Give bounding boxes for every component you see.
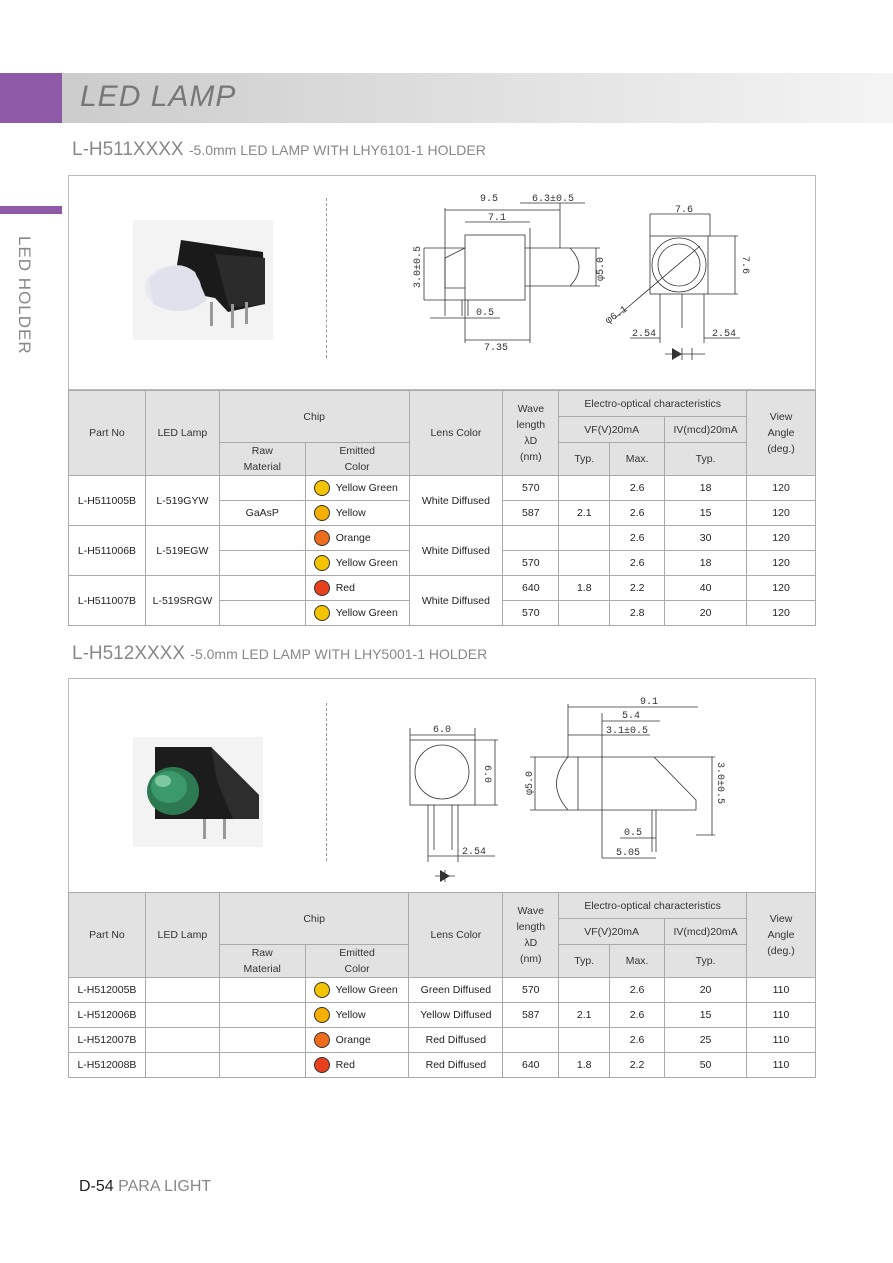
raw-material-cell (219, 601, 305, 626)
wavelength-cell: 570 (503, 978, 559, 1003)
color-swatch-icon (314, 530, 330, 546)
wavelength-cell: 640 (503, 576, 559, 601)
th-iv-typ: Typ. (665, 443, 747, 476)
view-angle-cell: 120 (747, 476, 816, 501)
color-swatch-icon (314, 480, 330, 496)
th-raw-material: Raw Material (219, 945, 305, 978)
header-accent (0, 73, 62, 123)
vf-typ-cell: 1.8 (559, 1053, 610, 1078)
th-iv: IV(mcd)20mA (665, 417, 747, 443)
dim-3-0: 3.0±0.5 (413, 245, 424, 288)
th-view-angle: View Angle (deg.) (747, 893, 816, 978)
th-electro-optical: Electro-optical characteristics (559, 893, 747, 919)
dim-2-54-left: 2.54 (632, 329, 657, 340)
raw-material-cell: GaAsP (219, 501, 305, 526)
th-raw-material: Raw Material (219, 443, 305, 476)
iv-typ-cell: 50 (665, 1053, 747, 1078)
led-lamp-cell: L-519SRGW (145, 576, 219, 626)
table-row (69, 1003, 816, 1028)
part-no-cell: L-H511007B (69, 576, 146, 626)
th-vf-typ: Typ. (559, 443, 610, 476)
iv-typ-cell: 20 (665, 978, 747, 1003)
color-swatch-icon (314, 1007, 330, 1023)
wavelength-cell (503, 526, 559, 551)
side-label: LED HOLDER (15, 236, 34, 355)
led-lamp-cell (145, 1028, 219, 1053)
raw-material-cell (219, 576, 305, 601)
emitted-color-cell (305, 501, 409, 526)
wavelength-cell: 570 (503, 476, 559, 501)
wavelength-cell: 587 (503, 501, 559, 526)
dim-2-54: 2.54 (462, 847, 487, 858)
iv-typ-cell: 18 (665, 476, 747, 501)
iv-typ-cell: 15 (665, 501, 747, 526)
iv-typ-cell: 18 (665, 551, 747, 576)
emitted-color-cell (305, 978, 409, 1003)
page-footer (79, 1178, 211, 1196)
raw-material-cell (219, 978, 305, 1003)
raw-material-cell (219, 1003, 305, 1028)
vf-max-cell: 2.6 (610, 1028, 665, 1053)
wavelength-cell (503, 1028, 559, 1053)
vf-typ-cell (559, 476, 610, 501)
th-iv-typ: Typ. (665, 945, 747, 978)
emitted-color-cell (305, 526, 409, 551)
dim-9-5: 9.5 (480, 194, 499, 205)
th-lens-color: Lens Color (409, 391, 503, 476)
table-row (69, 476, 816, 501)
lens-color-cell: White Diffused (409, 526, 503, 576)
section1-dimension-drawing (410, 188, 770, 368)
led-lamp-cell (145, 978, 219, 1003)
emitted-color-label: Red (335, 1058, 355, 1071)
emitted-color-label: Red (335, 581, 355, 594)
lens-color-cell: Red Diffused (409, 1053, 503, 1078)
raw-material-cell (219, 526, 305, 551)
wavelength-cell: 570 (503, 601, 559, 626)
iv-typ-cell: 30 (665, 526, 747, 551)
vf-typ-cell (559, 601, 610, 626)
raw-material-cell (219, 1028, 305, 1053)
th-electro-optical: Electro-optical characteristics (559, 391, 747, 417)
section1-table-body (69, 476, 816, 626)
section2-subtitle: -5.0mm LED LAMP WITH LHY5001-1 HOLDER (190, 646, 488, 662)
vf-typ-cell (559, 978, 610, 1003)
dim-7-6-height: 7.6 (739, 256, 750, 275)
dim-phi-5-0: φ5.0 (525, 770, 536, 795)
section2-table-body (69, 978, 816, 1078)
emitted-color-cell (305, 1053, 409, 1078)
section1-spec-table (68, 390, 816, 626)
vf-max-cell: 2.8 (610, 601, 665, 626)
section2-dimension-drawing (400, 690, 730, 885)
part-no-cell: L-H511006B (69, 526, 146, 576)
led-lamp-cell (145, 1003, 219, 1028)
iv-typ-cell: 25 (665, 1028, 747, 1053)
th-iv: IV(mcd)20mA (665, 919, 747, 945)
dim-6-0-height: 6.0 (481, 765, 492, 784)
view-angle-cell: 120 (747, 526, 816, 551)
th-led-lamp: LED Lamp (145, 893, 219, 978)
vf-typ-cell (559, 526, 610, 551)
view-angle-cell: 120 (747, 501, 816, 526)
vf-max-cell: 2.6 (610, 526, 665, 551)
part-no-cell: L-H512005B (69, 978, 146, 1003)
part-no-cell: L-H512006B (69, 1003, 146, 1028)
section1-product-photo (133, 220, 273, 340)
iv-typ-cell: 40 (665, 576, 747, 601)
emitted-color-label: Orange (335, 1033, 371, 1046)
dim-6-3: 6.3±0.5 (532, 194, 575, 205)
th-vf-typ: Typ. (559, 945, 610, 978)
vf-max-cell: 2.6 (610, 476, 665, 501)
th-part-no: Part No (69, 391, 146, 476)
vf-typ-cell (559, 551, 610, 576)
color-swatch-icon (314, 1057, 330, 1073)
dim-phi-5-0: φ5.0 (596, 256, 607, 281)
vf-typ-cell: 1.8 (559, 576, 610, 601)
dim-7-35: 7.35 (484, 343, 509, 354)
part-no-cell: L-H511005B (69, 476, 146, 526)
th-vf-max: Max. (610, 443, 665, 476)
emitted-color-cell (305, 1028, 409, 1053)
view-angle-cell: 110 (747, 1053, 816, 1078)
emitted-color-label: Yellow Green (335, 556, 398, 569)
view-angle-cell: 110 (747, 1003, 816, 1028)
vf-typ-cell: 2.1 (559, 501, 610, 526)
dim-0-5: 0.5 (476, 308, 495, 319)
raw-material-cell (219, 551, 305, 576)
th-vf: VF(V)20mA (559, 919, 665, 945)
dim-3-0: 3.0±0.5 (714, 762, 725, 805)
color-swatch-icon (314, 982, 330, 998)
color-swatch-icon (314, 580, 330, 596)
wavelength-cell: 587 (503, 1003, 559, 1028)
vf-max-cell: 2.6 (610, 978, 665, 1003)
th-view-angle: View Angle (deg.) (747, 391, 816, 476)
th-emitted-color: Emitted Color (305, 945, 409, 978)
emitted-color-label: Yellow (335, 1008, 366, 1021)
dim-5-4: 5.4 (622, 711, 641, 722)
view-angle-cell: 120 (747, 576, 816, 601)
color-swatch-icon (314, 1032, 330, 1048)
emitted-color-label: Yellow Green (335, 606, 398, 619)
section1-subtitle: -5.0mm LED LAMP WITH LHY6101-1 HOLDER (188, 142, 486, 158)
vf-max-cell: 2.6 (610, 551, 665, 576)
emitted-color-label: Yellow (335, 506, 366, 519)
section1-part-series: L-H511XXXX (72, 139, 184, 160)
th-chip: Chip (219, 391, 409, 443)
vf-max-cell: 2.6 (610, 1003, 665, 1028)
lens-color-cell: Red Diffused (409, 1028, 503, 1053)
lens-color-cell: Green Diffused (409, 978, 503, 1003)
raw-material-cell (219, 476, 305, 501)
section2-divider (326, 703, 327, 861)
iv-typ-cell: 15 (665, 1003, 747, 1028)
led-lamp-cell (145, 1053, 219, 1078)
view-angle-cell: 110 (747, 978, 816, 1003)
table-row (69, 576, 816, 601)
vf-max-cell: 2.2 (610, 576, 665, 601)
dim-9-1: 9.1 (640, 697, 659, 708)
table-row (69, 1028, 816, 1053)
table-row (69, 1053, 816, 1078)
color-swatch-icon (314, 505, 330, 521)
led-lamp-cell: L-519GYW (145, 476, 219, 526)
side-accent-bar (0, 206, 62, 214)
vf-typ-cell (559, 1028, 610, 1053)
table-row (69, 978, 816, 1003)
dim-7-6-width: 7.6 (675, 205, 694, 216)
th-wavelength: Wave length λD (nm) (503, 391, 559, 476)
lens-color-cell: White Diffused (409, 476, 503, 526)
lens-color-cell: Yellow Diffused (409, 1003, 503, 1028)
emitted-color-label: Yellow Green (335, 983, 398, 996)
section2-title (72, 643, 487, 665)
raw-material-cell (219, 1053, 305, 1078)
lens-color-cell: White Diffused (409, 576, 503, 626)
iv-typ-cell: 20 (665, 601, 747, 626)
dim-6-0-width: 6.0 (433, 725, 452, 736)
emitted-color-label: Orange (335, 531, 371, 544)
emitted-color-cell (305, 601, 409, 626)
color-swatch-icon (314, 555, 330, 571)
dim-2-54-right: 2.54 (712, 329, 737, 340)
color-swatch-icon (314, 605, 330, 621)
vf-max-cell: 2.6 (610, 501, 665, 526)
part-no-cell: L-H512007B (69, 1028, 146, 1053)
section2-product-photo (133, 737, 263, 847)
section1-title (72, 139, 486, 161)
view-angle-cell: 120 (747, 551, 816, 576)
th-vf: VF(V)20mA (559, 417, 665, 443)
dim-3-1: 3.1±0.5 (606, 726, 649, 737)
th-vf-max: Max. (610, 945, 665, 978)
section2-spec-table (68, 892, 816, 1078)
emitted-color-cell (305, 551, 409, 576)
table-row (69, 526, 816, 551)
page-title: LED LAMP (80, 80, 237, 113)
th-part-no: Part No (69, 893, 146, 978)
section2-part-series: L-H512XXXX (72, 643, 186, 664)
th-led-lamp: LED Lamp (145, 391, 219, 476)
brand-name: PARA LIGHT (118, 1178, 212, 1195)
th-lens-color: Lens Color (409, 893, 503, 978)
page-number: D-54 (79, 1178, 114, 1195)
emitted-color-label: Yellow Green (335, 481, 398, 494)
dim-5-05: 5.05 (616, 848, 641, 859)
wavelength-cell: 570 (503, 551, 559, 576)
section1-divider (326, 198, 327, 358)
emitted-color-cell (305, 476, 409, 501)
dim-7-1: 7.1 (488, 213, 507, 224)
vf-typ-cell: 2.1 (559, 1003, 610, 1028)
view-angle-cell: 110 (747, 1028, 816, 1053)
dim-phi-6-1: φ6.1 (603, 304, 630, 328)
view-angle-cell: 120 (747, 601, 816, 626)
led-lamp-cell: L-519EGW (145, 526, 219, 576)
th-emitted-color: Emitted Color (305, 443, 409, 476)
emitted-color-cell (305, 1003, 409, 1028)
th-wavelength: Wave length λD (nm) (503, 893, 559, 978)
th-chip: Chip (219, 893, 409, 945)
vf-max-cell: 2.2 (610, 1053, 665, 1078)
emitted-color-cell (305, 576, 409, 601)
dim-0-5: 0.5 (624, 828, 643, 839)
wavelength-cell: 640 (503, 1053, 559, 1078)
part-no-cell: L-H512008B (69, 1053, 146, 1078)
